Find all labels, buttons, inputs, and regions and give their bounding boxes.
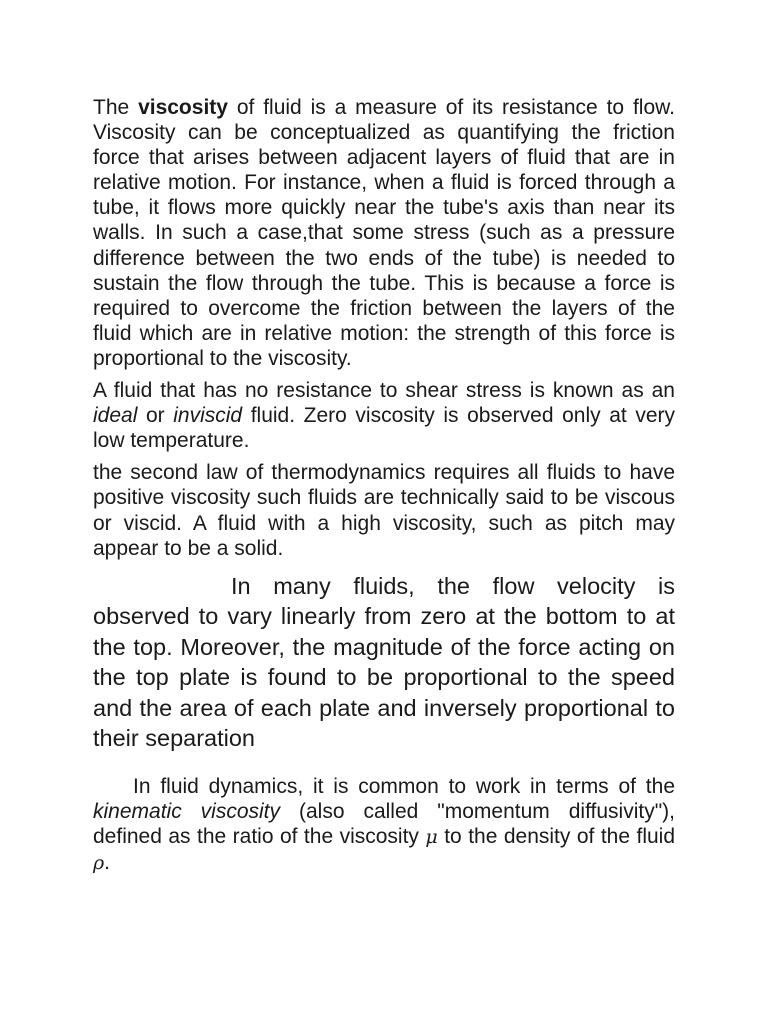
p2-body: fluid. Zero viscosity is observed only at very low temperature. (93, 404, 676, 453)
term-ideal: ideal (93, 404, 138, 428)
p4-body: In many fluids, the flow velocity is observed to vary linearly from zero at the bottom to at the top. Moreover, the magnitude of the force acting on the top plate is found to be proportional to the speed and the area of each plate and inversely proportional to their separation (93, 572, 675, 752)
term-kinematic-viscosity: kinematic viscosity (93, 799, 281, 823)
term-viscosity: viscosity (138, 96, 228, 119)
paragraph-kinematic-viscosity (93, 774, 675, 876)
paragraph-flow-velocity (93, 571, 675, 754)
p2-lead: A fluid that has no resistance to shear stress is known as an (93, 379, 675, 403)
p5-lead: In fluid dynamics, it is common to work in terms of the (133, 774, 675, 798)
p3-body: the second law of thermodynamics requires all fluids to have positive viscosity such fluids are technically said to be viscous or viscid. A fluid with a high viscosity, such as pitch may appear to be a solid. (93, 461, 675, 560)
document-page (93, 95, 675, 876)
paragraph-viscosity-definition (93, 95, 675, 371)
p5-mid: (also called "momentum diffusivity"), defined as the ratio of the viscosity (93, 799, 675, 848)
symbol-rho: ρ (93, 851, 105, 874)
paragraph-ideal-fluid (93, 378, 675, 453)
p5-mid2: to the density of the fluid (437, 824, 676, 848)
p5-end: . (104, 850, 111, 874)
term-inviscid: inviscid (173, 404, 243, 428)
p1-lead: The (93, 96, 139, 119)
symbol-mu: μ (425, 825, 438, 848)
p2-or: or (137, 404, 174, 428)
p1-body: of fluid is a measure of its resistance to flow. Viscosity can be conceptualized as quantifying the friction force that arises between adjacent layers of fluid that are in relative motion. For instance, when a fluid is forced through a tube, it flows more quickly near the tube's axis than near its walls. In such a case,that some stress (such as a pressure difference between the two ends of the tube) is needed to sustain the flow through the tube. This is because a force is required to overcome the friction between the layers of the fluid which are in relative motion: the strength of this force is proportional to the viscosity. (93, 96, 675, 370)
paragraph-second-law (93, 460, 675, 560)
